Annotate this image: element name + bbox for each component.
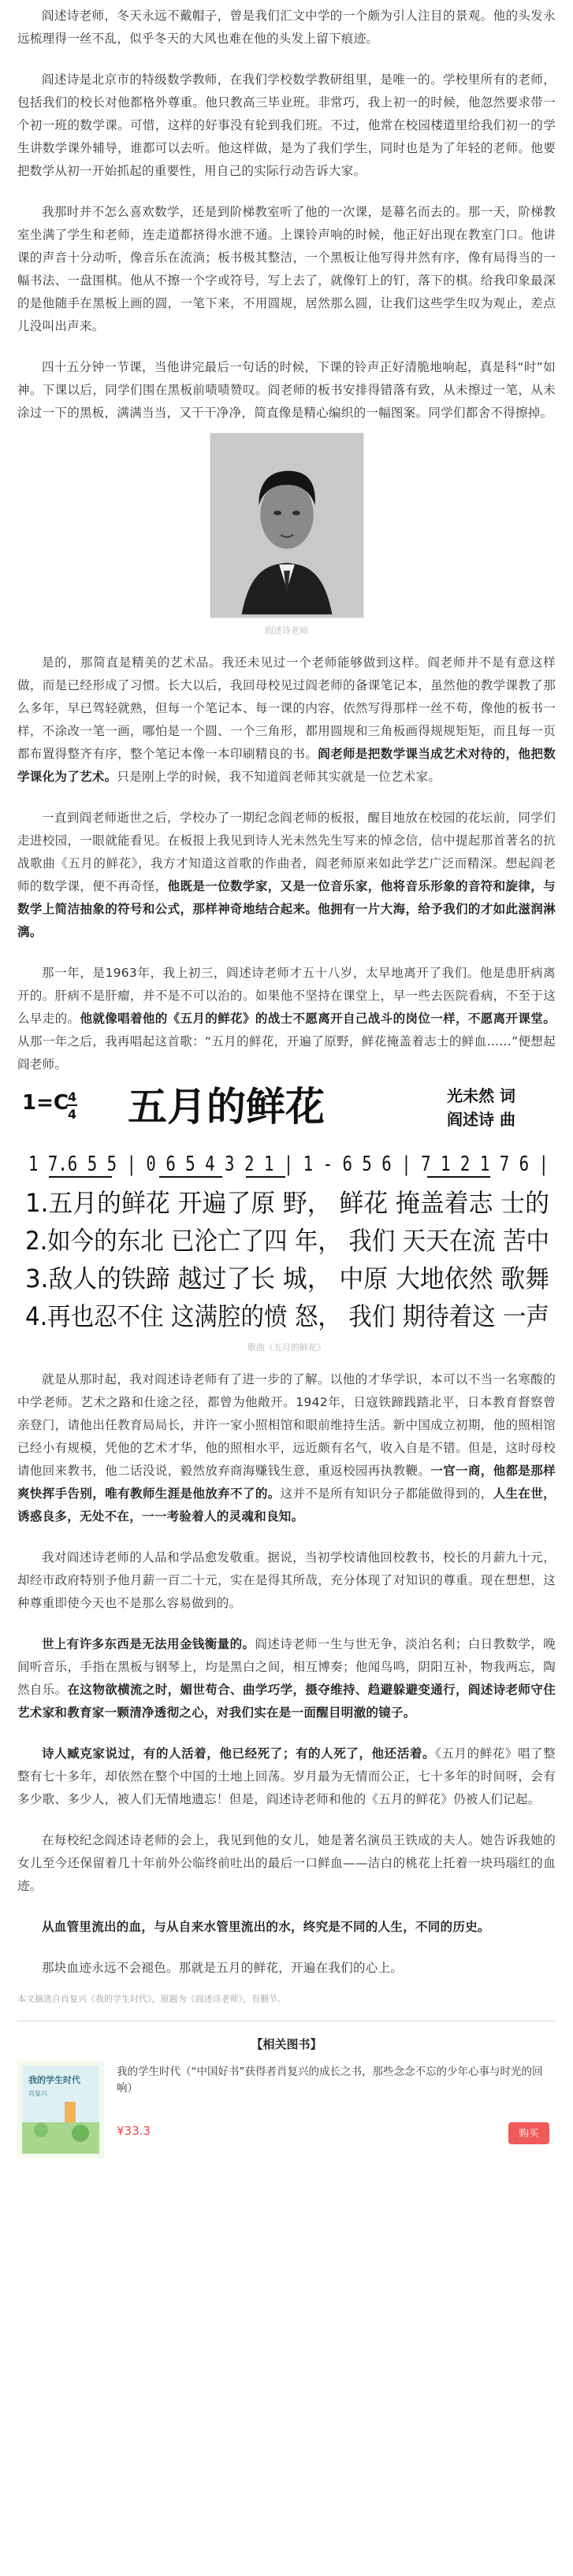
book-price: ¥33.3 — [117, 2124, 151, 2138]
teacher-photo — [210, 432, 364, 618]
book-cover-image[interactable] — [17, 2061, 104, 2158]
paragraph-13 — [17, 1916, 556, 1939]
score-lyricist: 光未然 词 — [447, 1086, 515, 1105]
source-note: 本文摘选自肖复兴《我的学生时代》，原题为《阎述诗老师》，有删节。 — [17, 1994, 286, 2004]
paragraph-6-text-a: 一直到阎老师逝世之后，学校办了一期纪念阎老师的板报，醒目地放在校园的花坛前，同学们走进校园，一眼就能看见。在板报上我见到诗人光未然先生写来的悼念信，信中提起那首著名的抗战歌曲《五月的鲜花》，我方才知道这首歌的作曲者，阎老师原来如此学艺广泛而精深。想起阎老师的数学课，便不再奇怪， — [17, 811, 556, 893]
paragraph-7-bold: 他就像唱着他的《五月的鲜花》的战士不愿离开自己战斗的岗位一样，不愿离开课堂。 — [80, 1011, 556, 1026]
score-meter-bottom: 4 — [68, 1107, 77, 1122]
paragraph-10-bold-2: 在这物欲横流之时，媚世苟合、曲学巧学，摄夺维持、趋避躲避变通行，阎述诗老师守住艺术家和教育家一颗清净透彻之心，对我们实在是一面醒目明澈的镜子。 — [17, 1683, 556, 1720]
paragraph-10-bold: 世上有许多东西是无法用金钱衡量的。 — [42, 1637, 255, 1651]
photo-caption: 阎述诗老师 — [265, 625, 308, 636]
paragraph-7 — [17, 962, 556, 1076]
paragraph-13-bold: 从血管里流出的血，与从自来水管里流出的水，终究是不同的人生，不同的历史。 — [42, 1920, 490, 1934]
paragraph-5-text-b: 只是刚上学的时候，我不知道阎老师其实就是一位艺术家。 — [117, 770, 441, 784]
paragraph-12: 在每校纪念阎述诗老师的会上，我见到他的女儿，她是著名演员王铁成的夫人。她告诉我她的女儿至今还保留着几十年前外公临终前吐出的最后一口鲜血——洁白的桃花上托着一块玛瑙红的血迹。 — [17, 1833, 556, 1893]
paragraph-2: 阎述诗是北京市的特级数学教师，在我们学校数学教研组里，是唯一的。学校里所有的老师，包括我们的校长对他都格外尊重。他只教高三毕业班。非常巧，我上初一的时候，他忽然要求带一个初一班的数学课。可惜，这样的好事没有轮到我们班。不过，他常在校园楼道里给我们初一的学生讲数学课外辅导，谁都可以去听。他这样做，是为了我们学生，同时也是为了年轻的老师。他要把数学从初一开始抓起的重要性，用自己的实际行动告诉大家。 — [17, 72, 556, 178]
paragraph-11-text-a: 《五月的鲜花》唱了整整有七十多年，却依然在整个中国的土地上回荡。岁月最为无情而公正，七十多年的时间呀，会有多少歌、多少人，被人们无情地遗忘！但是，阎述诗老师和他的《五月的鲜花》仍被人们记起。 — [17, 1746, 556, 1806]
paragraph-6 — [17, 807, 556, 944]
paragraph-8-bold-2: 人生在世，诱惑良多，无处不在，一一考验着人的灵魂和良知。 — [17, 1487, 556, 1524]
paragraph-5-bold: 阎老师是把数学课当成艺术对待的，他把数学课化为了艺术。 — [17, 747, 556, 784]
paragraph-7-text-b: 从那一年之后，我再唱起这首歌：“五月的鲜花，开遍了原野，鲜花掩盖着志士的鲜血……”便想起阎老师。 — [17, 1034, 556, 1071]
score-meter-top: 4 — [68, 1089, 77, 1104]
paragraph-10 — [17, 1633, 556, 1724]
paragraph-8-text-b: 这并不是所有知识分子都能做得到的， — [280, 1487, 493, 1501]
paragraph-10-text-a: 阎述诗老师一生与世无争，淡泊名利；白日教数学，晚间听音乐，手指在黑板与钢琴上，均是黑白之间，相互博奏；他闻鸟鸣，阴阳互补，物我两忘，陶然自乐。 — [17, 1637, 556, 1697]
score-caption: 歌曲《五月的鲜花》 — [247, 1342, 326, 1353]
paragraph-8 — [17, 1368, 556, 1528]
score-composer: 阎述诗 曲 — [447, 1110, 515, 1129]
book-cover-title: 我的学生时代 — [28, 2075, 80, 2085]
buy-button[interactable]: 购买 — [508, 2122, 549, 2144]
score-lyric-line-1: 1.五月的鲜花 开遍了原 野， 鲜花 掩盖着志 士的 — [25, 1188, 549, 1218]
song-score — [17, 1081, 556, 1331]
paragraph-5 — [17, 651, 556, 789]
paragraph-3: 我那时并不怎么喜欢数学，还是到阶梯教室听了他的一次课，是幕名而去的。那一天，阶梯教室坐满了学生和老师，连走道都挤得水泄不通。上课铃声响的时候，他正好出现在教室门口。他讲课的声音十分动听，像音乐在流淌；板书极其整洁，一个黑板让他写得井然有序，像有局得当的一幅书法、一盘围棋。他从不擦一个字或符号，写上去了，就像钉上的钉，落下的棋。给我印象最深的是他随手在黑板上画的圆，一笔下来，不用圆规，居然那么圆，让我们这些学生叹为观止，差点儿没叫出声来。 — [17, 205, 556, 333]
book-info — [104, 2061, 556, 2158]
paragraph-8-text-a: 就是从那时起，我对阎述诗老师有了进一步的了解。以他的才华学识，本可以不当一名寒酸的中学老师。艺术之路和仕途之径，都曾为他敞开。1942年，日寇铁蹄践踏北平，日本教育督察曾亲登门，请他出任教育局局长，并许一家小照相馆和眼前维持生活。新中国成立初期，他的照相馆已经小有规模，凭他的艺术才华，他的照相水平，远近颇有名气，收入自是不错。但是，这时母校请他回来教书，他二话没说，毅然放弃商海赚钱生意，重返校园再执教鞭。 — [17, 1372, 556, 1478]
paragraph-14: 那块血迹永远不会褪色。那就是五月的鲜花，开遍在我们的心上。 — [42, 1961, 404, 1975]
related-book-card[interactable] — [17, 2056, 556, 2158]
score-notation: 1 7.6 5 5 | 0 6 5 4 3 2 1 | 1 - 6 5 6 | 7 1 2 1 7 6 | — [28, 1153, 549, 1176]
related-books-heading: 【相关图书】 — [251, 2037, 322, 2051]
book-cover-author: 肖复兴 — [28, 2090, 47, 2097]
score-lyric-line-2: 2.如今的东北 已沦亡了四 年， 我们 天天在流 苦中 — [25, 1226, 549, 1256]
score-lyric-line-3: 3.敌人的铁蹄 越过了长 城， 中原 大地依然 歌舞 — [25, 1264, 549, 1294]
paragraph-7-text-a: 那一年，是1963年，我上初三，阎述诗老师才五十八岁，太早地离开了我们。他是患肝病离开的。肝病不是肝瘤，并不是不可以治的。如果他不坚持在课堂上，早一些去医院看病，不至于这么早走的。 — [17, 966, 556, 1026]
score-lyric-line-4: 4.再也忍不住 这满腔的愤 怒， 我们 期待着这 一声 — [25, 1301, 549, 1331]
teacher-photo-figure — [17, 425, 556, 637]
paragraph-4: 四十五分钟一节课，当他讲完最后一句话的时候，下课的铃声正好清脆地响起，真是科“时”如神。下课以后，同学们围在黑板前啧啧赞叹。阎老师的板书安排得错落有致，从未擦过一笔，从未涂过一下的黑板，满满当当，又干干净净，简直像是精心编织的一幅图案。同学们都舍不得擦掉。 — [17, 360, 556, 420]
paragraph-11 — [17, 1743, 556, 1811]
paragraph-11-bold: 诗人臧克家说过，有的人活着，他已经死了；有的人死了，他还活着。 — [42, 1746, 436, 1761]
paragraph-5-text-a: 是的，那简直是精美的艺术品。我还未见过一个老师能够做到这样。阎老师并不是有意这样做，而是已经形成了习惯。长大以后，我回母校见过阎老师的备课笔记本，虽然他的教学课教了那么多年，早已驾轻就熟，但每一个笔记本、每一课的内容，依然写得那样一丝不苟，像他的板书一样，不涂改一笔一画，哪怕是一个圆、一个三角形，都用圆规和三角板画得规规矩矩，而且每一页都布置得整齐有序，整个笔记本像一本印刷精良的书。 — [17, 655, 556, 761]
book-title[interactable]: 我的学生时代（“中国好书”获得者肖复兴的成长之书，那些念念不忘的少年心事与时光的回响） — [117, 2066, 543, 2095]
score-key: 1=C — [22, 1091, 69, 1115]
paragraph-9: 我对阎述诗老师的人品和学品愈发敬重。据说，当初学校请他回校教书，校长的月薪九十元，却经市政府特别予他月薪一百二十元，实在是得其所哉，充分体现了对知识的尊重。现在想想，这种尊重即使今天也不是那么容易做到的。 — [17, 1550, 556, 1610]
score-title: 五月的鲜花 — [128, 1083, 325, 1130]
paragraph-8-bold: 一官一商，他都是那样爽快挥手告别，唯有教师生涯是他放弃不了的。 — [17, 1464, 556, 1501]
paragraph-6-bold: 他既是一位数学家，又是一位音乐家，他将音乐形象的音符和旋律，与数学上简洁抽象的符号和公式，那样神奇地结合起来。他拥有一片大海，给予我们的才如此滋润淋漓。 — [17, 879, 556, 939]
paragraph-1: 阎述诗老师，冬天永远不戴帽子，曾是我们汇文中学的一个颇为引人注目的景观。他的头发永远梳理得一丝不乱，似乎冬天的大风也难在他的头发上留下痕迹。 — [17, 9, 556, 46]
song-score-figure — [17, 1076, 556, 1354]
